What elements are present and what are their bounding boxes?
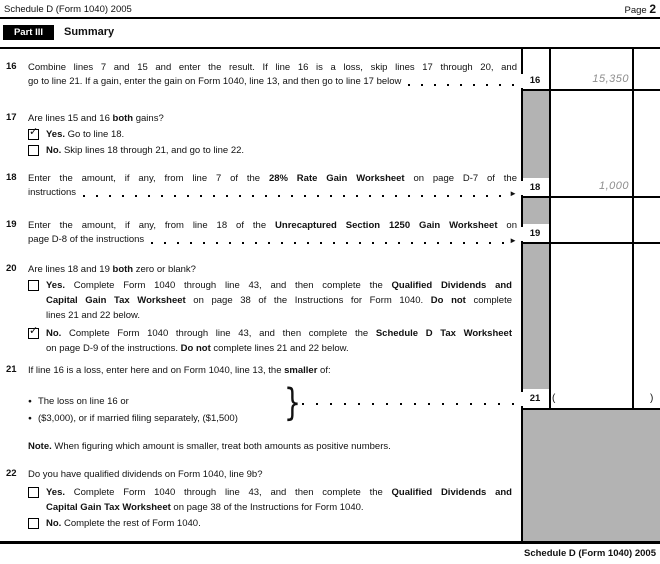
checkmark-icon: ✓ xyxy=(29,126,39,138)
header-rule xyxy=(0,17,660,19)
line-18-text-1: Enter the amount, if any, from line 7 of the 28% Rate Gain Worksheet on page D-7 of the xyxy=(28,173,517,184)
header-page xyxy=(624,2,656,16)
line-20-yes-checkbox[interactable] xyxy=(28,280,39,291)
line-21-bullet-2: ● ($3,000), or if married filing separately, ($1,500) xyxy=(28,410,517,427)
line-21-note: Note. When figuring which amount is smaller, treat both amounts as positive numbers. xyxy=(28,441,391,452)
row-16-rule xyxy=(521,89,660,91)
line-21-bullet-1: ● The loss on line 16 or xyxy=(28,393,517,410)
line-21 xyxy=(6,364,517,427)
part-iii-title: Summary xyxy=(64,26,115,38)
line-18-text-2: instructions xyxy=(28,187,77,198)
line-22-number: 22 xyxy=(6,468,17,479)
arrowhead-icon: ► xyxy=(509,236,517,245)
checkmark-icon: ✓ xyxy=(29,325,39,337)
shaded-cell xyxy=(523,198,549,224)
line-17 xyxy=(6,112,517,158)
line-20 xyxy=(6,263,517,356)
line-17-question: Are lines 15 and 16 both gains? xyxy=(28,113,164,124)
entry-21-open-paren[interactable]: ( xyxy=(552,393,556,404)
page-number: 2 xyxy=(649,2,656,16)
line-18-number: 18 xyxy=(6,172,17,183)
line-22-yes-label: Yes. Complete Form 1040 through line 43, and then complete the Qualified Dividends and Capital Gain Tax Worksheet on page 38 of the Instructions for Form 1040. xyxy=(46,487,512,513)
page-label: Page xyxy=(624,5,647,16)
line-17-yes-checkbox[interactable] xyxy=(28,126,39,140)
line-17-number: 17 xyxy=(6,112,17,123)
shaded-cell xyxy=(523,91,549,178)
line-22-question: Do you have qualified dividends on Form 1040, line 9b? xyxy=(28,469,263,480)
line-18 xyxy=(6,172,517,200)
line-20-no-checkbox[interactable] xyxy=(28,325,39,339)
line-16-text-2: go to line 21. If a gain, enter the gain on Form 1040, line 13, and then go to line 17 below xyxy=(28,76,402,87)
line-20-number: 20 xyxy=(6,263,17,274)
line-19-number: 19 xyxy=(6,219,17,230)
entry-number-18: 18 xyxy=(521,181,549,195)
grid-left-border xyxy=(521,47,523,541)
shaded-cell xyxy=(523,244,549,389)
line-22-yes-checkbox[interactable] xyxy=(28,487,39,498)
line-21-intro: If line 16 is a loss, enter here and on Form 1040, line 13, the smaller of: xyxy=(28,365,331,376)
footer-form-id: Schedule D (Form 1040) 2005 xyxy=(524,548,656,559)
line-19-text-1: Enter the amount, if any, from line 18 of the Unrecaptured Section 1250 Gain Worksheet on xyxy=(28,220,517,231)
line-22-no-checkbox[interactable] xyxy=(28,518,39,529)
entry-18-amount[interactable]: 1,000 xyxy=(598,180,629,192)
line-16-number: 16 xyxy=(6,61,17,72)
grid-cents-divider xyxy=(632,47,634,408)
line-17-no-checkbox[interactable] xyxy=(28,145,39,156)
line-20-no-label: No. Complete Form 1040 through line 43, and then complete the Schedule D Tax Worksheet on page D-9 of the instructions. Do not complete lines 21 and 22 below. xyxy=(46,328,512,354)
curly-brace: } xyxy=(284,381,301,424)
dot-leader xyxy=(302,403,516,405)
shaded-block xyxy=(523,410,660,541)
bullet-icon: ● xyxy=(28,398,32,405)
part-iii-label: Part III xyxy=(3,25,54,40)
dot-leader xyxy=(83,195,506,197)
line-21-number: 21 xyxy=(6,364,17,375)
entry-16-amount[interactable]: 15,350 xyxy=(592,73,629,85)
row-19-rule xyxy=(521,242,660,244)
row-18-rule xyxy=(521,196,660,198)
bullet-icon: ● xyxy=(28,415,32,422)
table-bottom-rule xyxy=(0,541,660,544)
line-16 xyxy=(6,61,517,89)
line-20-yes-label: Yes. Complete Form 1040 through line 43, and then complete the Qualified Dividends and Capital Gain Tax Worksheet on page 38 of the Instructions for Form 1040. Do not complete lines 21 and 22 below. xyxy=(46,280,513,321)
entry-number-16: 16 xyxy=(521,74,549,88)
entry-number-19: 19 xyxy=(521,227,549,241)
arrowhead-icon: ► xyxy=(509,189,517,198)
entry-grid xyxy=(521,47,660,541)
entry-number-21: 21 xyxy=(521,392,549,406)
row-21-rule xyxy=(521,408,660,410)
dot-leader xyxy=(408,84,514,86)
line-20-question: Are lines 18 and 19 both zero or blank? xyxy=(28,264,196,275)
line-16-text-1: Combine lines 7 and 15 and enter the result. If line 16 is a loss, skip lines 17 through 20, and xyxy=(28,62,517,73)
line-17-no-label: No. Skip lines 18 through 21, and go to line 22. xyxy=(46,145,245,156)
line-17-yes-label: Yes. Go to line 18. xyxy=(46,129,125,140)
line-22-no-label: No. Complete the rest of Form 1040. xyxy=(46,518,201,529)
header-form-id: Schedule D (Form 1040) 2005 xyxy=(4,4,132,15)
line-22 xyxy=(6,468,517,531)
line-19 xyxy=(6,219,517,247)
line-19-text-2: page D-8 of the instructions xyxy=(28,234,145,245)
entry-21-close-paren: ) xyxy=(650,393,654,404)
dot-leader xyxy=(151,242,506,244)
entry-19-amount[interactable] xyxy=(551,224,629,240)
